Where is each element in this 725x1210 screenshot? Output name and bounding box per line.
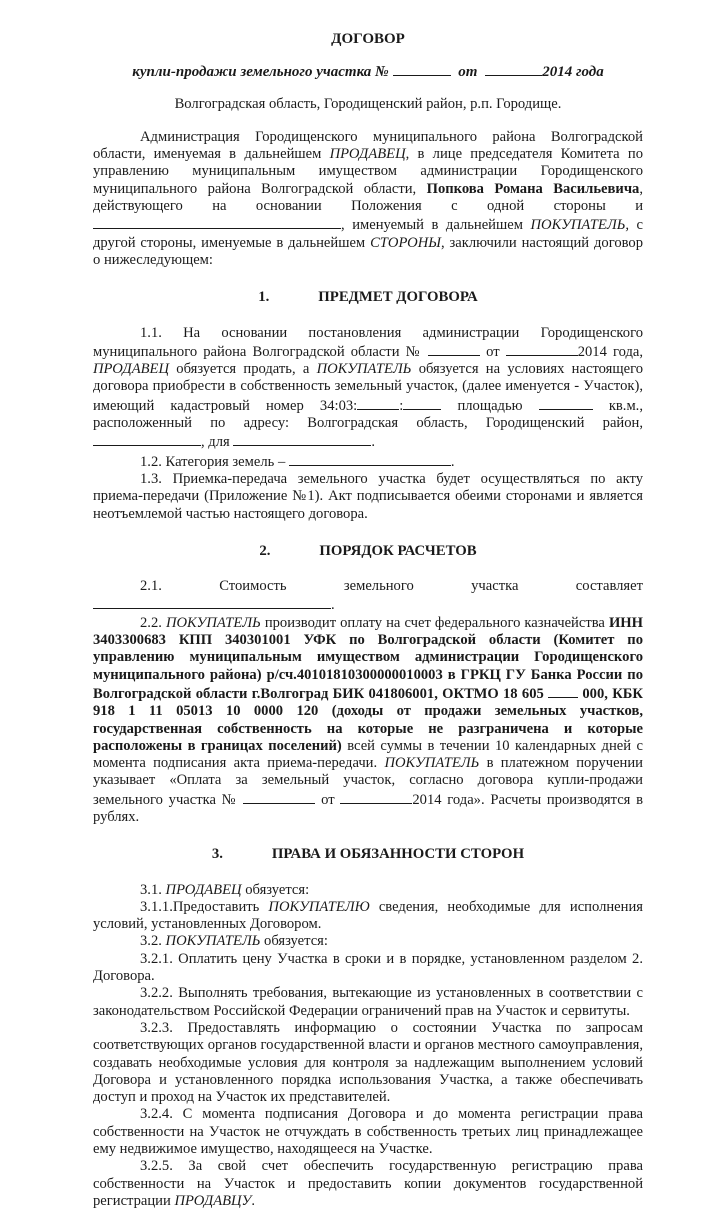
clause-text: обязуется продать, а — [176, 361, 310, 378]
clause-3-2-4: 3.2.4. С момента подписания Договора и до момента регистрации права собственности на Участок не отчуждать в собственность третьих лиц принадлежащее ему недвижимое имущество, находящееся на Участке. — [93, 1106, 643, 1158]
seller-term: ПРОДАВЕЦ — [165, 881, 242, 898]
clause-3-2-3: 3.2.3. Предоставлять информацию о состоянии Участка по запросам соответствующих органов государственной власти и органов местного самоуправления, создавать необходимые условия для контроля за надлежащим выполнением условий Договора и установленного порядка использования Участка, а также обеспечивать доступ и проход на Участок их представителей. — [93, 1019, 643, 1106]
clause-text: в платежном поручении указывает «Оплата за земельный участок, согласно договора купли-продажи земельного участка № — [93, 755, 643, 808]
buyer-term: ПОКУПАТЕЛЬ — [316, 361, 412, 378]
purpose-blank — [233, 432, 371, 446]
clause-text: кв.м., расположенный по адресу: Волгоградская область, Городищенский район, — [93, 397, 643, 432]
clause-text: от — [321, 791, 335, 808]
subtitle-prefix: купли-продажи земельного участка № — [132, 64, 389, 81]
buyer-term: ПОКУПАТЕЛЬ, — [530, 217, 629, 234]
clause-text: 2014 года, — [577, 343, 644, 360]
clause-3-1 — [93, 882, 643, 899]
clause-1-3: 1.3. Приемка-передача земельного участка будет осуществляться по акту приема-передачи (Приложение №1). Акт подписывается обеими сторонами и является неотъемлемой частью настоящего договора. — [93, 470, 643, 522]
buyer-term: ПОКУПАТЕЛЬ — [165, 933, 261, 950]
section-number: 3. — [211, 846, 224, 863]
area-blank — [539, 396, 593, 410]
contract-date-blank — [485, 62, 542, 76]
preamble-text: , заключили настоящий договор о нижеследующем: — [93, 234, 643, 268]
clause-text: 2.1. Стоимость земельного участка составляет — [140, 578, 643, 595]
price-blank — [93, 595, 331, 609]
clause-3-2 — [93, 933, 643, 950]
clause-3-2-2: 3.2.2. Выполнять требования, вытекающие из установленных в соответствии с законодательством Российской Федерации ограничений прав на Участок и сервитуты. — [93, 985, 643, 1019]
seller-term: ПРОДАВЕЦ — [93, 361, 170, 378]
clause-text: 2014 года». Расчеты производятся в рублях. — [93, 791, 644, 825]
resolution-number-blank — [428, 342, 480, 356]
clause-text: 1.2. Категория земель – — [140, 453, 286, 470]
buyer-term: ПОКУПАТЕЛЬ — [165, 614, 261, 631]
section-title: ПРЕДМЕТ ДОГОВОРА — [318, 289, 478, 306]
clause-text: . — [371, 434, 376, 451]
clause-number: 2.2. — [140, 614, 162, 631]
section-title: ПРАВА И ОБЯЗАННОСТИ СТОРОН — [271, 846, 525, 863]
clause-text: обязуется на условиях настоящего договора приобрести в собственность земельный участок, (далее именуется - Участок), имеющий кадастровый номер 34:03: — [93, 361, 643, 414]
preamble-text: с другой стороны, именуемые в дальнейшем — [93, 217, 643, 251]
clause-text: , для — [201, 434, 230, 451]
cadastral-part1-blank — [357, 396, 399, 410]
clause-2-1 — [93, 578, 643, 615]
document-title: ДОГОВОР — [331, 31, 405, 47]
preamble-text: , в лице председателя Комитета по управлению муниципальным имуществом администрации Городищенского муниципального района Волгоградской области, — [93, 146, 644, 197]
representative-name: Попкова Романа Васильевича — [426, 180, 640, 197]
resolution-date-blank — [506, 342, 578, 356]
section-heading-3 — [93, 846, 643, 863]
buyer-term: ПОКУПАТЕЛЮ — [268, 898, 370, 915]
clause-text: от — [486, 343, 500, 360]
document-subtitle — [93, 62, 643, 81]
clause-text: . — [331, 597, 335, 614]
contract-date-blank-2 — [340, 790, 412, 804]
clause-number: 3.1. — [140, 881, 162, 898]
clause-text: 3.1.1.Предоставить — [140, 898, 260, 915]
preamble-text: Администрация Городищенского муниципального района Волгоградской области, именуемая в дальнейшем — [93, 128, 643, 163]
payment-details-kbk: 000, КБК 918 1 11 05013 10 0000 120 (доходы от продажи земельных участков, государственная собственность на которые не разграничена и которые расположены в границах поселений) — [93, 685, 644, 754]
clause-3-2-1: 3.2.1. Оплатить цену Участка в сроки и в порядке, установленном разделом 2. Договора. — [93, 950, 643, 985]
clause-text: всей суммы в течении 10 календарных дней с момента подписания акта приема-передачи. — [93, 737, 643, 772]
clause-text: обязуется: — [264, 933, 328, 950]
clause-text: 1.1. На основании постановления администрации Городищенского муниципального района Волгоградской области № — [93, 324, 643, 360]
section-heading-2 — [93, 543, 643, 560]
land-category-blank — [289, 452, 451, 466]
contract-number-blank — [393, 62, 451, 76]
document-place: Волгоградская область, Городищенский район, р.п. Городище. — [174, 95, 562, 112]
clause-text: : — [399, 397, 404, 414]
section-heading-1 — [93, 289, 643, 306]
section-number: 2. — [259, 542, 271, 559]
seller-term: ПРОДАВЕЦ — [329, 146, 406, 163]
preamble-text: , действующего на основании Положения с одной стороны и — [93, 180, 643, 215]
clause-text: 3.2.5. За свой счет обеспечить государственную регистрацию права собственности на Участок и предоставить копии документов государственной регистрации — [93, 1158, 643, 1209]
clause-number: 3.2. — [140, 933, 162, 950]
preamble-paragraph — [93, 129, 643, 269]
clause-3-2-5 — [93, 1158, 643, 1210]
clause-text: обязуется: — [245, 881, 310, 898]
clause-text: площадью — [457, 397, 523, 414]
subtitle-from: от — [458, 64, 478, 81]
contract-number-blank-2 — [243, 790, 315, 804]
parties-term: СТОРОНЫ — [370, 234, 441, 251]
buyer-term: ПОКУПАТЕЛЬ — [384, 755, 480, 772]
clause-text: производит оплату на счет федерального казначейства — [264, 614, 605, 631]
oktmo-blank — [548, 684, 578, 698]
clause-2-2 — [93, 615, 643, 827]
clause-1-2 — [93, 452, 643, 471]
section-number: 1. — [258, 289, 270, 306]
payment-details: ИНН 3403300683 КПП 340301001 УФК по Волгоградской области (Комитет по управлению муниципальным имуществом администрации Городищенского муниципального района) р/сч.40101810300000010003 в ГРКЦ ГУ Банка России по Волгоградской области г.Волгоград БИК 041806001, ОКТМО 18 605 — [93, 614, 643, 702]
clause-text: сведения, необходимые для исполнения условий, установленных Договором. — [93, 898, 643, 933]
seller-term: ПРОДАВЦУ — [174, 1192, 252, 1209]
subtitle-year: 2014 года — [542, 64, 604, 81]
contract-document — [93, 31, 643, 1210]
section-title: ПОРЯДОК РАСЧЕТОВ — [319, 542, 477, 559]
clause-1-1 — [93, 325, 643, 452]
preamble-text: , именуемый в дальнейшем — [341, 217, 523, 234]
buyer-name-blank — [93, 215, 341, 229]
clause-text: . — [450, 453, 455, 470]
cadastral-part2-blank — [403, 396, 441, 410]
address-blank — [93, 432, 201, 446]
clause-3-1-1 — [93, 899, 643, 934]
clause-text: . — [251, 1192, 256, 1209]
